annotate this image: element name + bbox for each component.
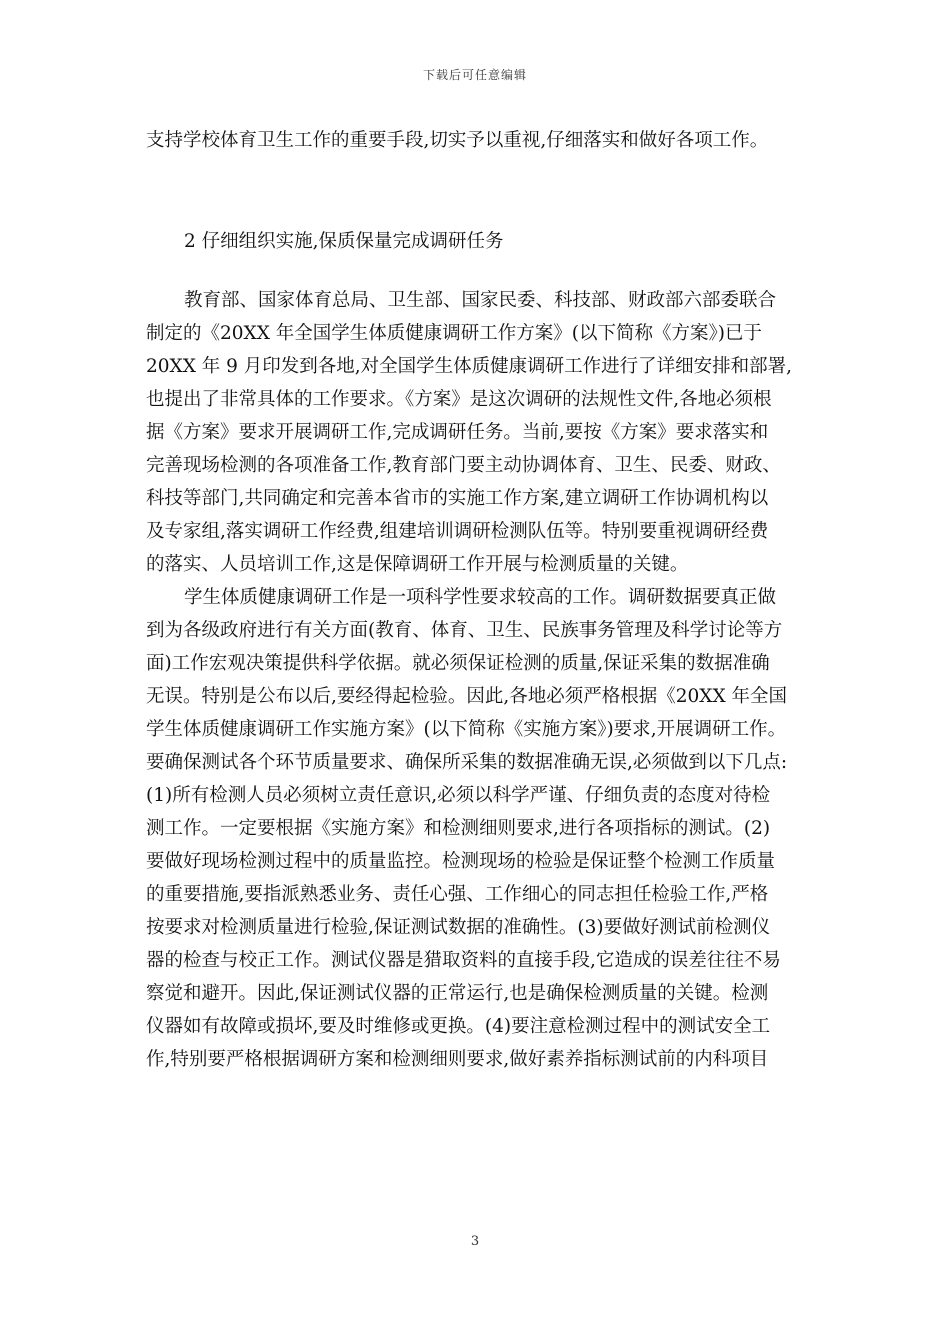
text-line: 及专家组,落实调研工作经费,组建培训调研检测队伍等。特别要重视调研经费 xyxy=(146,521,769,542)
text-line: 的落实、人员培训工作,这是保障调研工作开展与检测质量的关键。 xyxy=(146,554,689,575)
text-line: 仪器如有故障或损坏,要及时维修或更换。(4)要注意检测过程中的测试安全工 xyxy=(146,1016,771,1037)
text-line: 要确保测试各个环节质量要求、确保所采集的数据准确无误,必须做到以下几点: xyxy=(146,752,788,773)
text-line: 也提出了非常具体的工作要求。《方案》是这次调研的法规性文件,各地必须根 xyxy=(146,389,772,410)
text-line: 到为各级政府进行有关方面(教育、体育、卫生、民族事务管理及科学讨论等方 xyxy=(146,620,783,641)
text-line: 科技等部门,共同确定和完善本省市的实施工作方案,建立调研工作协调机构以 xyxy=(146,488,769,509)
page-header: 下载后可任意编辑 xyxy=(422,68,527,82)
text-line: 完善现场检测的各项准备工作,教育部门要主动协调体育、卫生、民委、财政、 xyxy=(146,455,781,476)
text-line: 学生体质健康调研工作实施方案》(以下简称《实施方案》)要求,开展调研工作。 xyxy=(146,719,787,740)
text-line: (1)所有检测人员必须树立责任意识,必须以科学严谨、仔细负责的态度对待检 xyxy=(146,785,771,806)
text-line: 面)工作宏观决策提供科学依据。就必须保证检测的质量,保证采集的数据准确 xyxy=(146,653,770,674)
text-line: 作,特别要严格根据调研方案和检测细则要求,做好素养指标测试前的内科项目 xyxy=(146,1049,769,1070)
text-line: 器的检查与校正工作。测试仪器是猎取资料的直接手段,它造成的误差往往不易 xyxy=(146,950,781,971)
text-line: 的重要措施,要指派熟悉业务、责任心强、工作细心的同志担任检验工作,严格 xyxy=(146,884,769,905)
text-line: 制定的《20XX 年全国学生体质健康调研工作方案》(以下简称《方案》)已于 xyxy=(146,323,762,344)
paragraph-1 xyxy=(146,284,810,581)
text-line: 教育部、国家体育总局、卫生部、国家民委、科技部、财政部六部委联合 xyxy=(184,290,777,311)
text-line: 20XX 年 9 月印发到各地,对全国学生体质健康调研工作进行了详细安排和部署, xyxy=(146,356,793,377)
paragraph-2 xyxy=(146,581,810,1076)
text-line: 要做好现场检测过程中的质量监控。检测现场的检验是保证整个检测工作质量 xyxy=(146,851,776,872)
text-line: 支持学校体育卫生工作的重要手段,切实予以重视,仔细落实和做好各项工作。 xyxy=(146,130,769,151)
spacer xyxy=(146,258,810,284)
text-line: 学生体质健康调研工作是一项科学性要求较高的工作。调研数据要真正做 xyxy=(184,587,777,608)
spacer xyxy=(146,157,810,225)
text-line: 无误。特别是公布以后,要经得起检验。因此,各地必须严格根据《20XX 年全国 xyxy=(146,686,788,707)
section-heading: 2 仔细组织实施,保质保量完成调研任务 xyxy=(184,231,504,252)
page-number: 3 xyxy=(470,1234,480,1249)
document-body xyxy=(146,124,810,1076)
text-line: 按要求对检测质量进行检验,保证测试数据的准确性。(3)要做好测试前检测仪 xyxy=(146,917,771,938)
text-line: 测工作。一定要根据《实施方案》和检测细则要求,进行各项指标的测试。(2) xyxy=(146,818,771,839)
text-line: 据《方案》要求开展调研工作,完成调研任务。当前,要按《方案》要求落实和 xyxy=(146,422,769,443)
text-line: 察觉和避开。因此,保证测试仪器的正常运行,也是确保检测质量的关键。检测 xyxy=(146,983,769,1004)
